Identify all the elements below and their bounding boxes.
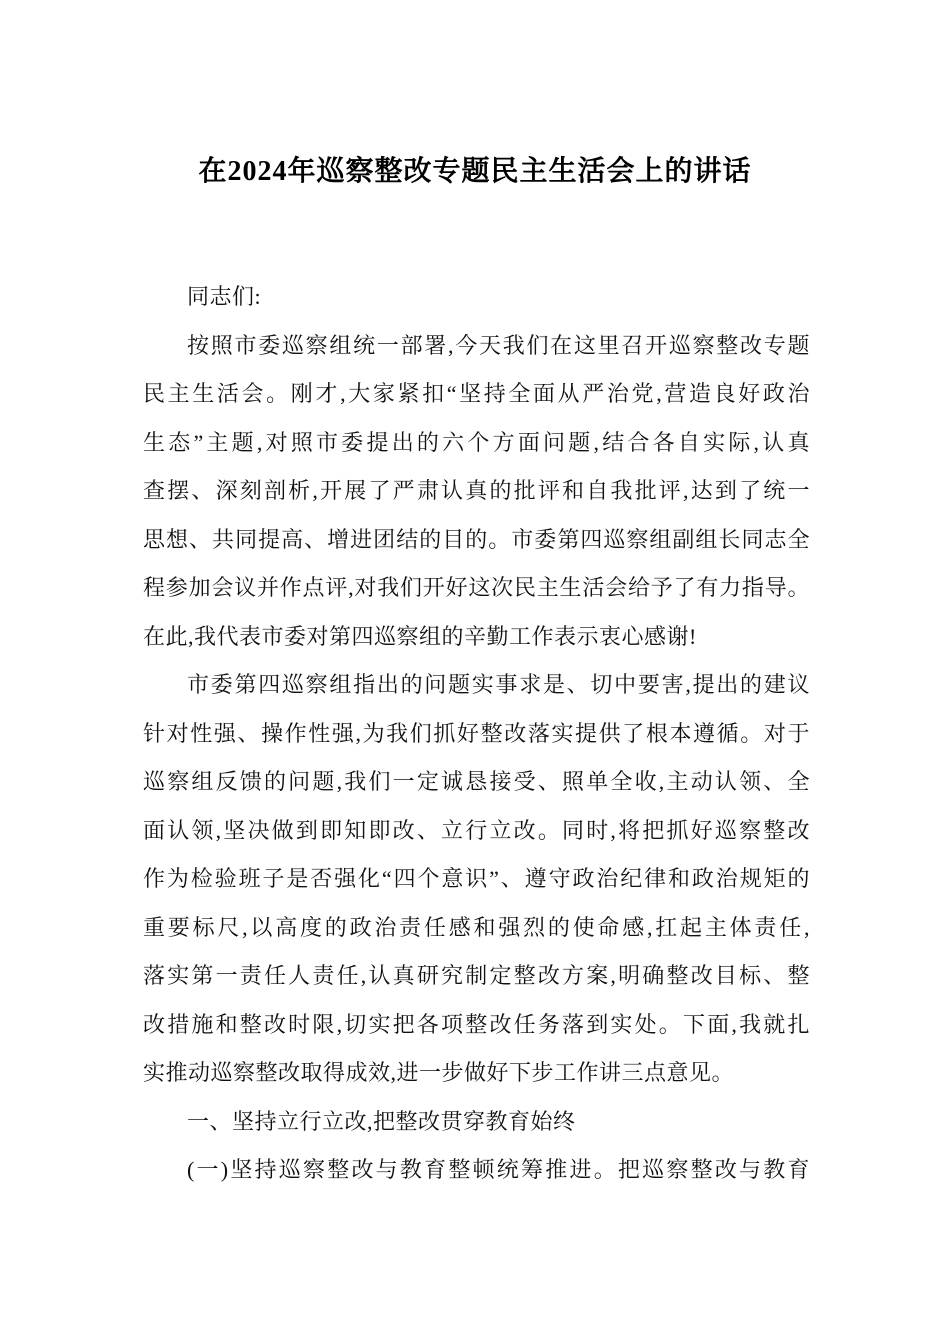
text-line: 查摆、深刻剖析,开展了严肃认真的批评和自我批评,达到了统一 (143, 478, 810, 503)
text-line: 一、坚持立行立改,把整改贯穿教育始终 (187, 1108, 576, 1134)
text-line: 市委第四巡察组指出的问题实事求是、切中要害,提出的建议 (187, 672, 810, 697)
text-line: 重要标尺,以高度的政治责任感和强烈的使命感,扛起主体责任, (143, 914, 810, 940)
text-line: 落实第一责任人责任,认真研究制定整改方案,明确整改目标、整 (143, 963, 810, 988)
text-line: 改措施和整改时限,切实把各项整改任务落到实处。下面,我就扎 (143, 1011, 810, 1037)
text-line: (一)坚持巡察整改与教育整顿统筹推进。把巡察整改与教育 (187, 1157, 810, 1182)
text-line: 实推动巡察整改取得成效,进一步做好下步工作讲三点意见。 (143, 1060, 735, 1085)
text-line: 针对性强、操作性强,为我们抓好整改落实提供了根本遵循。对于 (143, 720, 810, 746)
text-line: 巡察组反馈的问题,我们一定诚恳接受、照单全收,主动认领、全 (143, 769, 810, 794)
text-line: 同志们: (187, 284, 262, 309)
document-body (143, 273, 810, 1195)
text-line: 按照市委巡察组统一部署,今天我们在这里召开巡察整改专题 (187, 332, 810, 358)
text-line: 在此,我代表市委对第四巡察组的辛勤工作表示衷心感谢! (143, 623, 697, 649)
text-line: 作为检验班子是否强化“四个意识”、遵守政治纪律和政治规矩的 (143, 866, 810, 891)
text-line: 思想、共同提高、增进团结的目的。市委第四巡察组副组长同志全 (143, 526, 810, 552)
text-line: 民主生活会。刚才,大家紧扣“坚持全面从严治党,营造良好政治 (143, 381, 810, 406)
text-line: 生态”主题,对照市委提出的六个方面问题,结合各自实际,认真 (143, 429, 810, 455)
text-line: 程参加会议并作点评,对我们开好这次民主生活会给予了有力指导。 (143, 575, 810, 600)
document-title: 在2024年巡察整改专题民主生活会上的讲话 (198, 156, 752, 187)
text-line: 面认领,坚决做到即知即改、立行立改。同时,将把抓好巡察整改 (143, 817, 810, 843)
